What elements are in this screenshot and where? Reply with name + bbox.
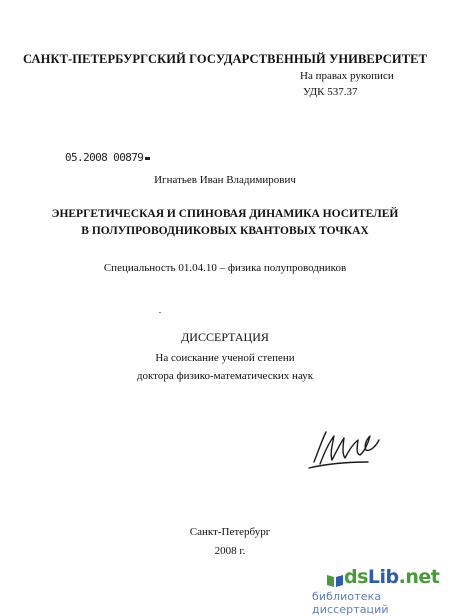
city: Санкт-Петербург (189, 526, 271, 538)
degree-line-1: На соискание ученой степени (155, 352, 295, 364)
dissertation-label: ДИССЕРТАЦИЯ (181, 330, 269, 344)
dslib-watermark (312, 566, 442, 616)
handwritten-signature (306, 422, 382, 472)
author-name: Игнатьев Иван Владимирович (154, 174, 296, 186)
book-icon (326, 572, 344, 588)
thesis-title-line-2: В ПОЛУПРОВОДНИКОВЫХ КВАНТОВЫХ ТОЧКАХ (81, 225, 369, 237)
scan-speck (159, 312, 161, 313)
library-stamp-number: 05.2008 00879 (65, 151, 144, 164)
watermark-logo (344, 566, 439, 588)
year: 2008 г. (214, 545, 246, 557)
watermark-logo-lib: Lib (367, 566, 399, 588)
watermark-logo-ds: ds (344, 566, 368, 588)
stamp-dash-mark (145, 157, 150, 160)
watermark-logo-net: .net (398, 566, 440, 588)
watermark-subtitle: библиотека диссертаций (312, 590, 389, 616)
specialty-line: Специальность 01.04.10 – физика полупроводников (103, 262, 347, 274)
thesis-title-line-1: ЭНЕРГЕТИЧЕСКАЯ И СПИНОВАЯ ДИНАМИКА НОСИТЕЛЕЙ (51, 208, 399, 220)
udk-code: УДК 537.37 (303, 86, 358, 98)
university-name: САНКТ-ПЕТЕРБУРГСКИЙ ГОСУДАРСТВЕННЫЙ УНИВЕРСИТЕТ (22, 52, 428, 66)
degree-line-2: доктора физико-математических наук (136, 370, 314, 382)
library-stamp-code (65, 151, 150, 164)
manuscript-rights-note: На правах рукописи (300, 70, 394, 82)
